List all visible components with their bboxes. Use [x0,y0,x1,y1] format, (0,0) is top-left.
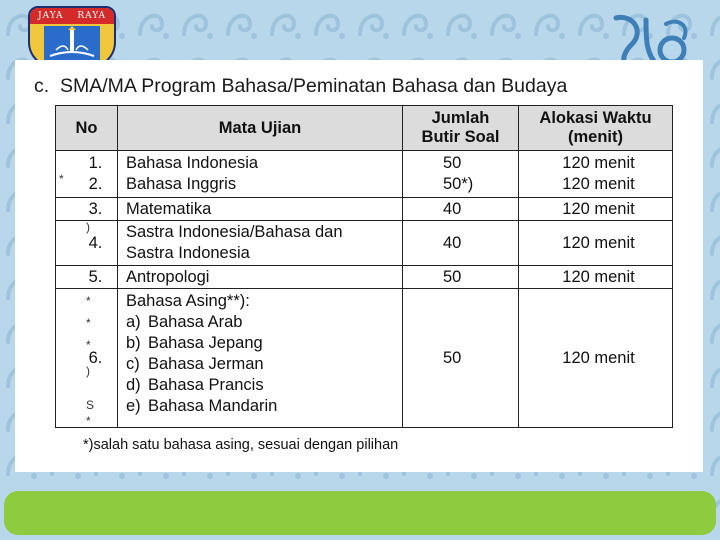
row-time: 120 menit [519,289,673,428]
header-alokasi [519,106,673,151]
section-letter: c. [34,75,50,97]
footer-bar [4,491,716,535]
sub-item-marker: d) [126,376,141,394]
table-row [56,221,673,266]
logo-word-raya: RAYA [77,11,107,21]
header-no: No [56,106,118,151]
header-alokasi-line1: Alokasi Waktu [539,109,652,127]
stray-mark: * [86,414,91,428]
table-row [56,198,673,221]
row-subject-cell [118,221,403,266]
sub-item-marker: c) [126,355,140,373]
row-subject-line2: Sastra Indonesia [126,244,250,262]
stray-mark: ) [86,364,90,378]
row-count: 50*) [443,175,474,193]
header-jumlah [403,106,519,151]
row-subject-line1: Sastra Indonesia/Bahasa dan [126,223,343,241]
list-item [126,312,402,333]
list-item [126,375,402,396]
monument-emblem-icon [44,26,100,64]
row-count: 50 [443,154,462,172]
sub-item-marker: e) [126,397,141,415]
row-subject: Matematika [118,198,403,221]
header-mata-ujian: Mata Ujian [118,106,403,151]
row-subject: Bahasa Asing**): [126,292,250,310]
sub-item-label: Bahasa Mandarin [148,397,278,415]
table-header-row [56,106,673,151]
row-no: 6. [56,289,118,428]
sub-item-marker: a) [126,313,141,331]
row-time-cell [519,151,673,198]
sub-item-label: Bahasa Prancis [148,376,264,394]
row-time: 120 menit [519,198,673,221]
row-count: 40 [403,198,519,221]
stray-mark: * [86,316,91,330]
header-alokasi-line2: (menit) [568,128,623,146]
sub-item-label: Bahasa Arab [148,313,243,331]
header-jumlah-line1: Jumlah [431,109,490,127]
section-heading [34,75,567,98]
row-no: 3. [56,198,118,221]
table-row [56,289,673,428]
row-no: 5. [56,266,118,289]
header-jumlah-line2: Butir Soal [421,128,500,146]
row-count: 50 [403,289,519,428]
table-row [56,266,673,289]
row-count: 50 [403,266,519,289]
row-count: 40 [403,221,519,266]
row-no: 1. [88,154,103,172]
logo-word-jaya: JAYA [37,11,64,21]
stray-mark: * [86,338,91,352]
table-row [56,151,673,198]
row-subject: Bahasa Inggris [126,175,237,193]
row-subject: Bahasa Indonesia [126,154,259,172]
row-time: 120 menit [519,221,673,266]
stray-mark: S [86,398,95,412]
row-no-cell [56,151,118,198]
sub-item-label: Bahasa Jerman [148,355,264,373]
sub-item-marker: b) [126,334,141,352]
row-no: 4. [56,221,118,266]
row-time: 120 menit [562,175,635,193]
row-no: 2. [88,175,103,193]
sub-item-label: Bahasa Jepang [148,334,263,352]
stray-mark: ) [86,220,90,234]
logo-band [30,8,114,24]
list-item [126,354,402,375]
stray-mark: * [59,172,64,186]
row-subject: Antropologi [118,266,403,289]
row-time: 120 menit [519,266,673,289]
row-subject-cell [118,289,403,428]
row-subject-cell [118,151,403,198]
section-title: SMA/MA Program Bahasa/Peminatan Bahasa dan Budaya [60,75,568,97]
row-count-cell [403,151,519,198]
list-item [126,333,402,354]
stray-mark: * [86,294,91,308]
row-time: 120 menit [562,154,635,172]
table-footnote: *)salah satu bahasa asing, sesuai dengan pilihan [83,437,399,453]
exam-schedule-table [55,105,673,428]
list-item [126,396,402,417]
jaya-raya-logo [28,6,116,68]
